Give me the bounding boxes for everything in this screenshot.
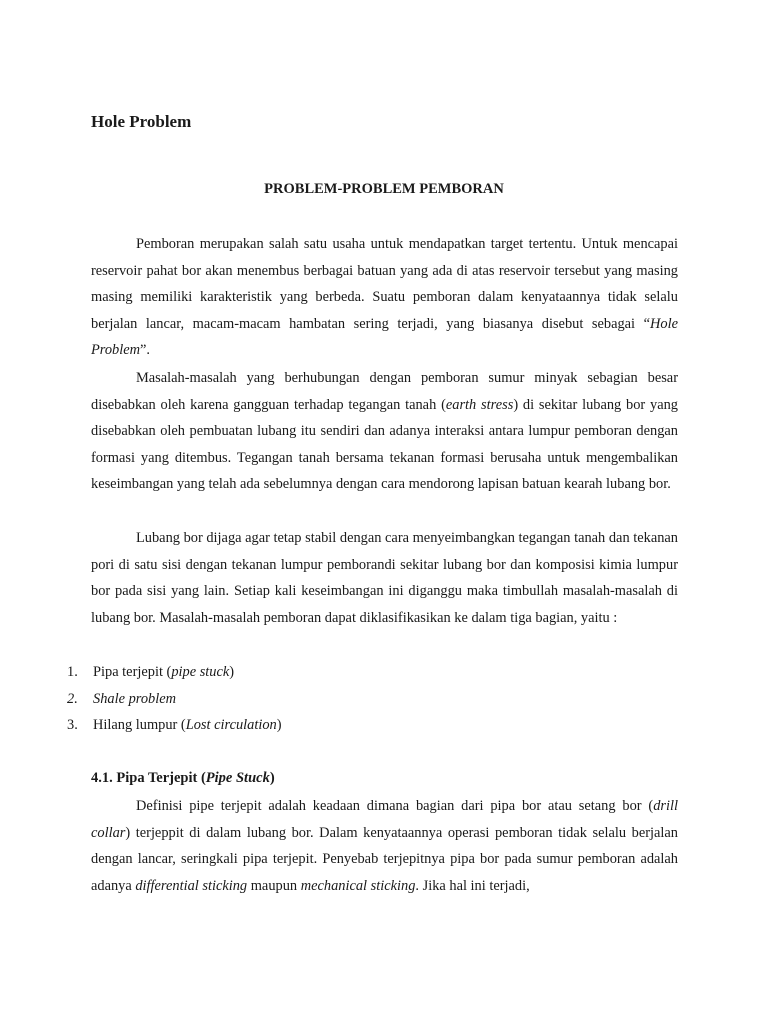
- paragraph-3: [91, 525, 678, 631]
- list-item: [0, 659, 768, 686]
- list-number: 2.: [67, 690, 78, 707]
- list-number: 1.: [67, 664, 78, 680]
- problem-list: [0, 659, 768, 739]
- subsection-heading: 4.1. Pipa Terjepit (Pipe Stuck): [91, 770, 275, 786]
- paragraph-text: Lubang bor dijaga agar tetap stabil dengan cara menyeimbangkan tegangan tanah dan tekanan pori di satu sisi dengan tekanan lumpur pemborandi sekitar lubang bor dan komposisi kimia lumpur bor pada sisi yang lain. Setiap kali keseimbangan ini diganggu maka timbullah masalah-masalah di lubang bor. Masalah-masalah pemboran dapat diklasifikasikan ke dalam tiga bagian, yaitu :: [91, 530, 678, 626]
- paragraph-2: [91, 365, 678, 498]
- paragraph-4: [91, 793, 678, 899]
- list-item: [0, 712, 768, 739]
- paragraph-text: Masalah-masalah yang berhubungan dengan pemboran sumur minyak sebagian besar disebabkan oleh karena gangguan terhadap tegangan tanah (earth stress) di sekitar lubang bor yang disebabkan oleh pembuatan lubang itu sendiri dan adanya interaksi antara lumpur pemboran dengan formasi yang ditembus. Tegangan tanah bersama tekanan formasi berusaha untuk mengembalikan keseimbangan yang telah ada sebelumnya dengan cara mendorong lapisan batuan kearah lubang bor.: [91, 370, 678, 493]
- paragraph-text: Pemboran merupakan salah satu usaha untuk mendapatkan target tertentu. Untuk mencapai reservoir pahat bor akan menembus berbagai batuan yang ada di atas reservoir tersebut yang masing masing memiliki karakteristik yang berbeda. Suatu pemboran dalam kenyataannya tidak selalu berjalan lancar, macam-macam hambatan sering terjadi, yang biasanya disebut sebagai “Hole Problem”.: [91, 236, 678, 359]
- paragraph-text: Definisi pipe terjepit adalah keadaan dimana bagian dari pipa bor atau setang bor (drill collar) terjeppit di dalam lubang bor. Dalam kenyataannya operasi pemboran tidak selalu berjalan dengan lancar, seringkali pipa terjepit. Penyebab terjepitnya pipa bor pada sumur pemboran adalah adanya differential sticking maupun mechanical sticking. Jika hal ini terjadi,: [91, 798, 678, 894]
- paragraph-1: [91, 231, 678, 364]
- list-item-text: Hilang lumpur (Lost circulation): [93, 717, 282, 734]
- list-number: 3.: [67, 717, 78, 734]
- list-item: [0, 686, 768, 713]
- section-title: PROBLEM-PROBLEM PEMBORAN: [264, 181, 504, 197]
- document-heading: Hole Problem: [91, 112, 192, 131]
- list-item-text: Pipa terjepit (pipe stuck): [93, 664, 235, 680]
- list-item-text: Shale problem: [93, 690, 176, 707]
